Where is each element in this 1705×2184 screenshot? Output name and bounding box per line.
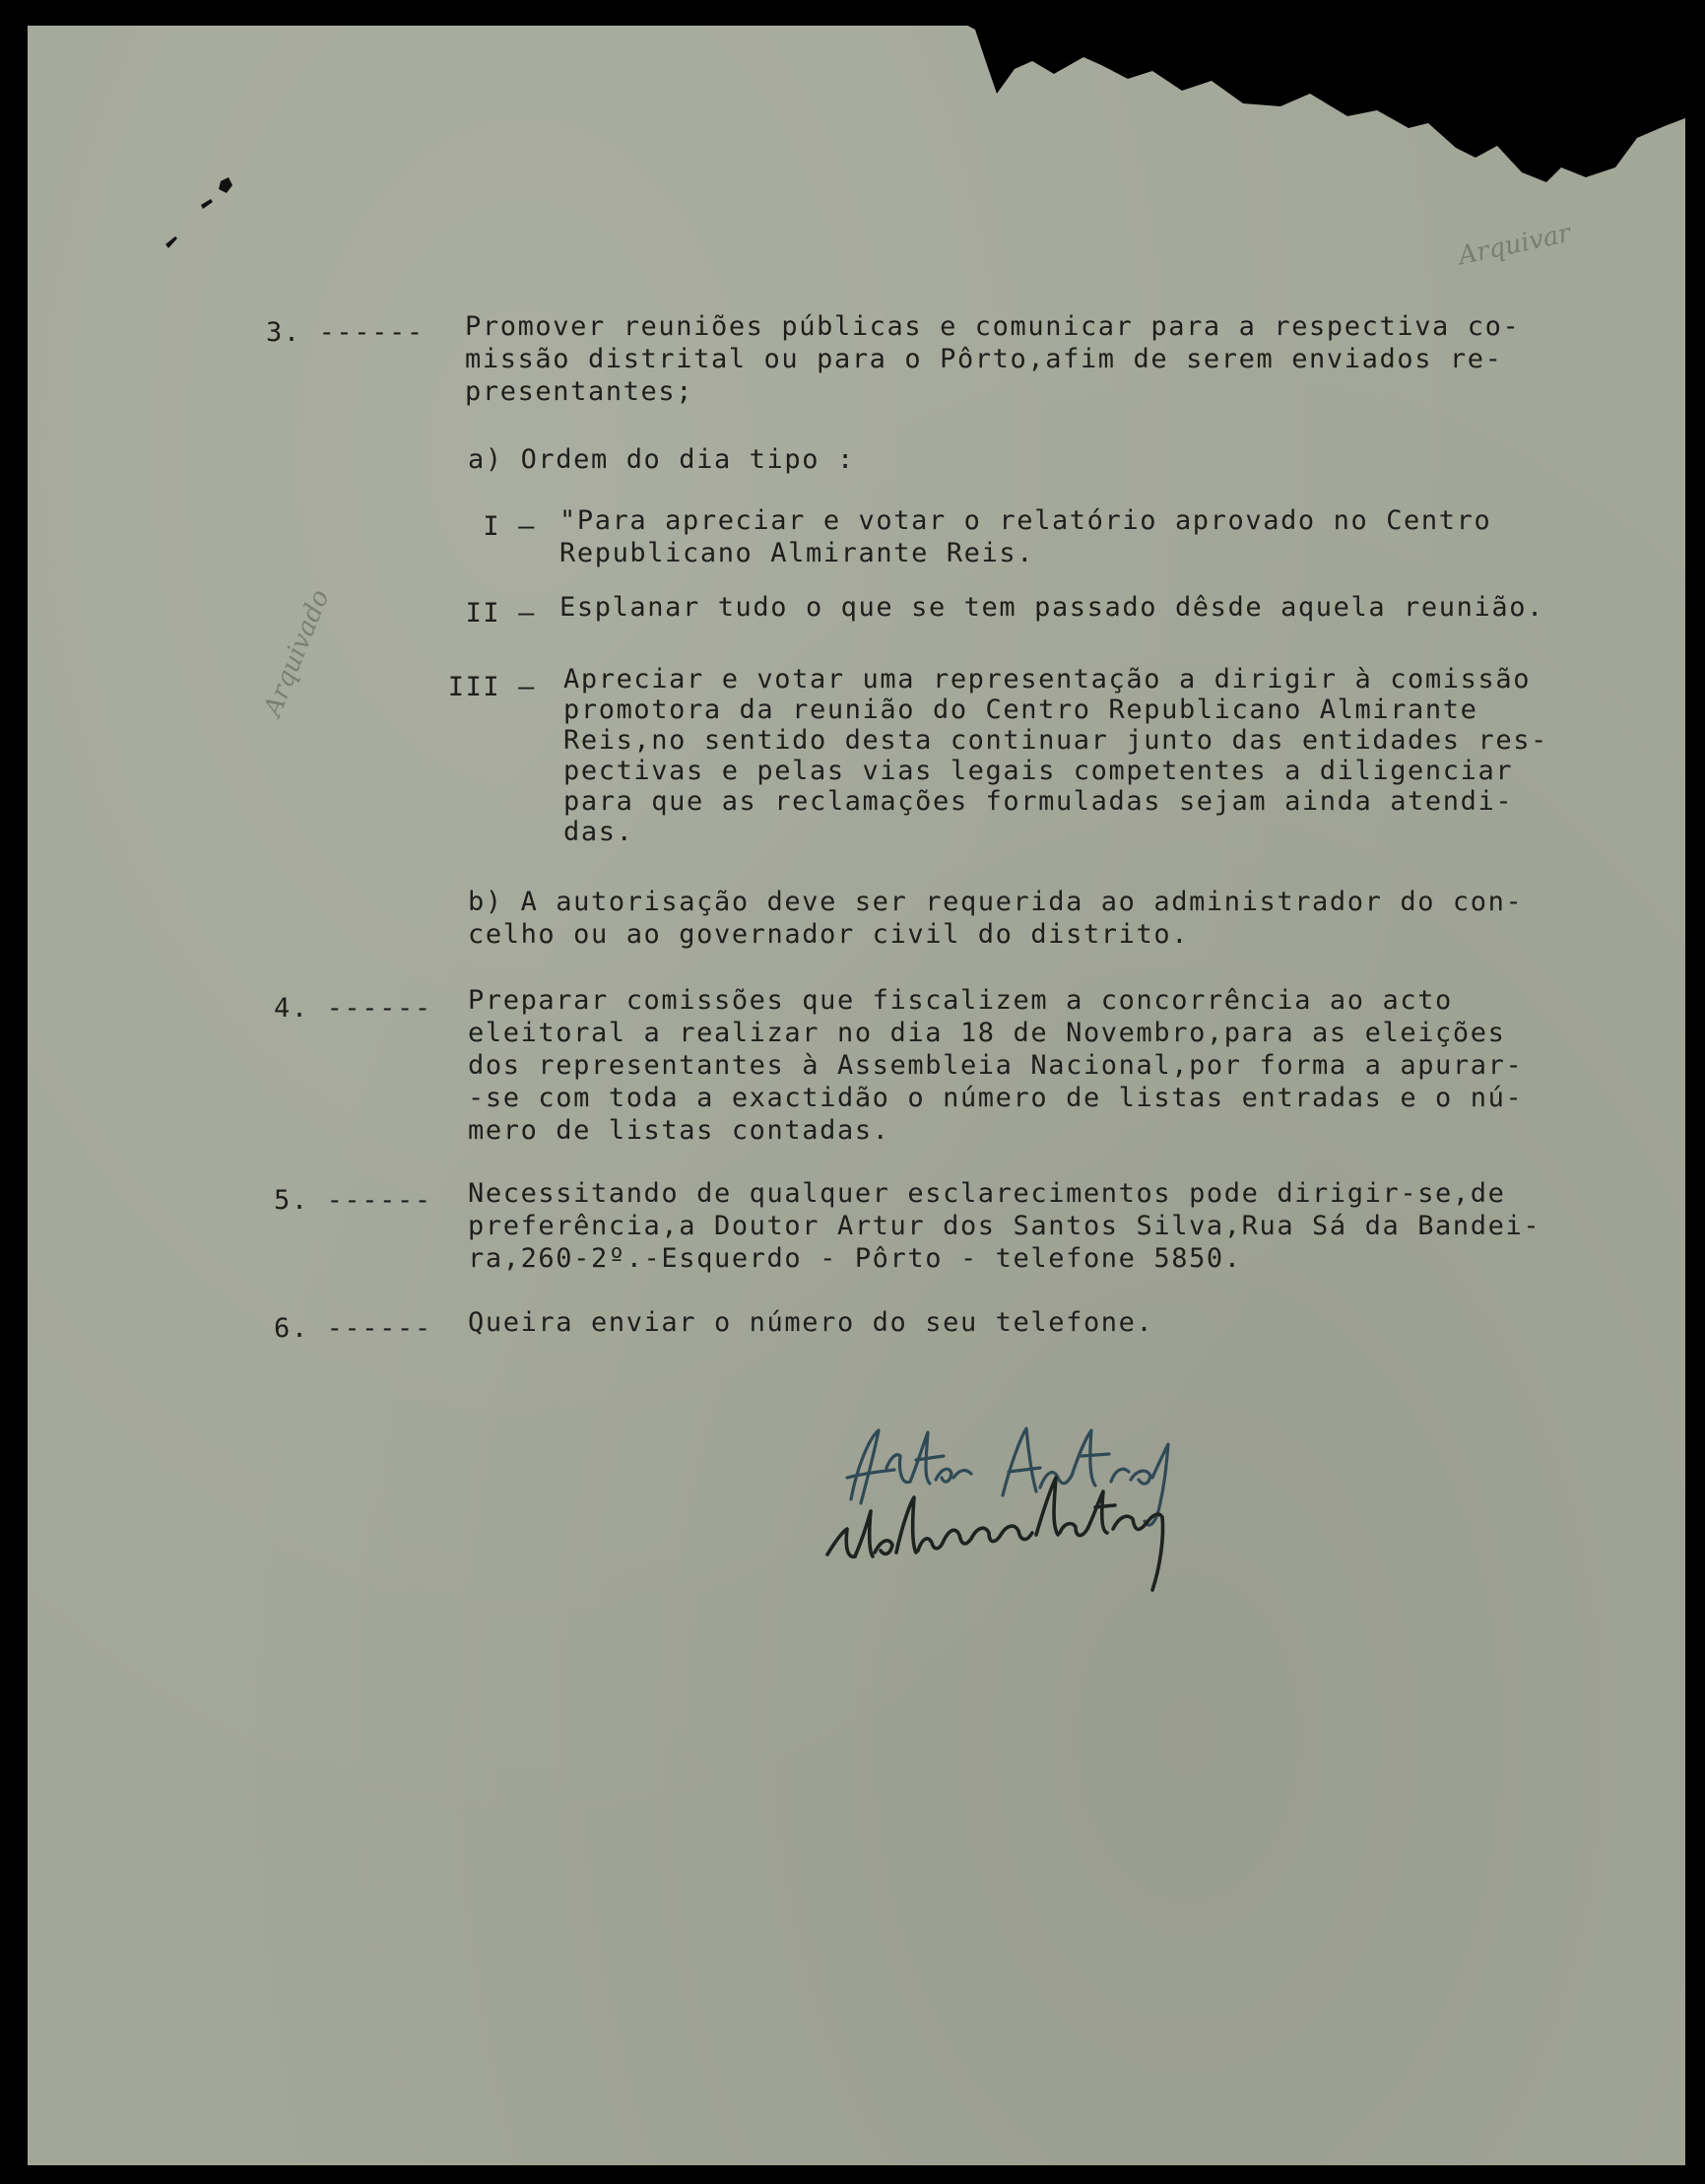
pencil-annotation-margin: Arquivado [258, 585, 336, 721]
point-I-numeral: I — [483, 511, 536, 542]
point-II-line-1: Esplanar tudo o que se tem passado dêsde aquela reunião. [559, 592, 1544, 623]
point-III-numeral: III — [447, 672, 536, 702]
item-3-sub-b-line-1: b) A autorisação deve ser requerida ao administrador do con- [468, 887, 1524, 917]
signatures [818, 1409, 1389, 1596]
point-I-line-2: Republicano Almirante Reis. [559, 538, 1035, 568]
item-3-line-2: missão distrital ou para o Pôrto,afim de serem enviados re- [465, 344, 1503, 374]
ink-mark [164, 175, 242, 254]
point-III-line-2: promotora da reunião do Centro Republicano Almirante [563, 695, 1478, 725]
item-5-line-1: Necessitando de qualquer esclarecimentos pode dirigir-se,de [468, 1178, 1506, 1209]
point-III-line-5: para que as reclamações formuladas sejam ainda atendi- [563, 786, 1514, 817]
point-II-numeral: II — [465, 598, 536, 629]
signature-second [827, 1478, 1163, 1590]
item-4-line-2: eleitoral a realizar no dia 18 de Novembro,para as eleições [468, 1018, 1506, 1048]
item-3-line-1: Promover reuniões públicas e comunicar para a respectiva co- [465, 311, 1521, 342]
point-III-line-3: Reis,no sentido desta continuar junto das entidades res- [563, 725, 1548, 756]
item-3-number: 3. ------ [266, 317, 425, 348]
item-3-sub-b-line-2: celho ou ao governador civil do distrito. [468, 919, 1190, 950]
item-5-line-3: ra,260-2º.-Esquerdo - Pôrto - telefone 5850. [468, 1243, 1242, 1274]
point-I-line-1: "Para apreciar e votar o relatório aprovado no Centro [559, 505, 1492, 536]
item-5-line-2: preferência,a Doutor Artur dos Santos Silva,Rua Sá da Bandei- [468, 1211, 1541, 1241]
item-6-line-1: Queira enviar o número do seu telefone. [468, 1307, 1154, 1338]
point-III-line-1: Apreciar e votar uma representação a dirigir à comissão [563, 664, 1532, 695]
item-4-line-5: mero de listas contadas. [468, 1115, 890, 1146]
item-3-sub-a-label: a) Ordem do dia tipo : [468, 444, 855, 475]
item-3-line-3: presentantes; [465, 376, 694, 407]
point-III-line-6: das. [563, 817, 634, 847]
pencil-annotation-top: Arquivar [1456, 218, 1574, 272]
point-III-line-4: pectivas e pelas vias legais competentes a diligenciar [563, 756, 1514, 786]
signature-first [847, 1428, 1168, 1525]
item-4-line-3: dos representantes à Assembleia Nacional,por forma a apurar- [468, 1050, 1524, 1081]
item-4-line-4: -se com toda a exactidão o número de listas entradas e o nú- [468, 1083, 1524, 1113]
torn-corner [0, 0, 1705, 256]
item-5-number: 5. ------ [274, 1185, 432, 1216]
item-4-line-1: Preparar comissões que fiscalizem a concorrência ao acto [468, 985, 1453, 1016]
item-6-number: 6. ------ [274, 1313, 432, 1344]
item-4-number: 4. ------ [274, 993, 432, 1024]
